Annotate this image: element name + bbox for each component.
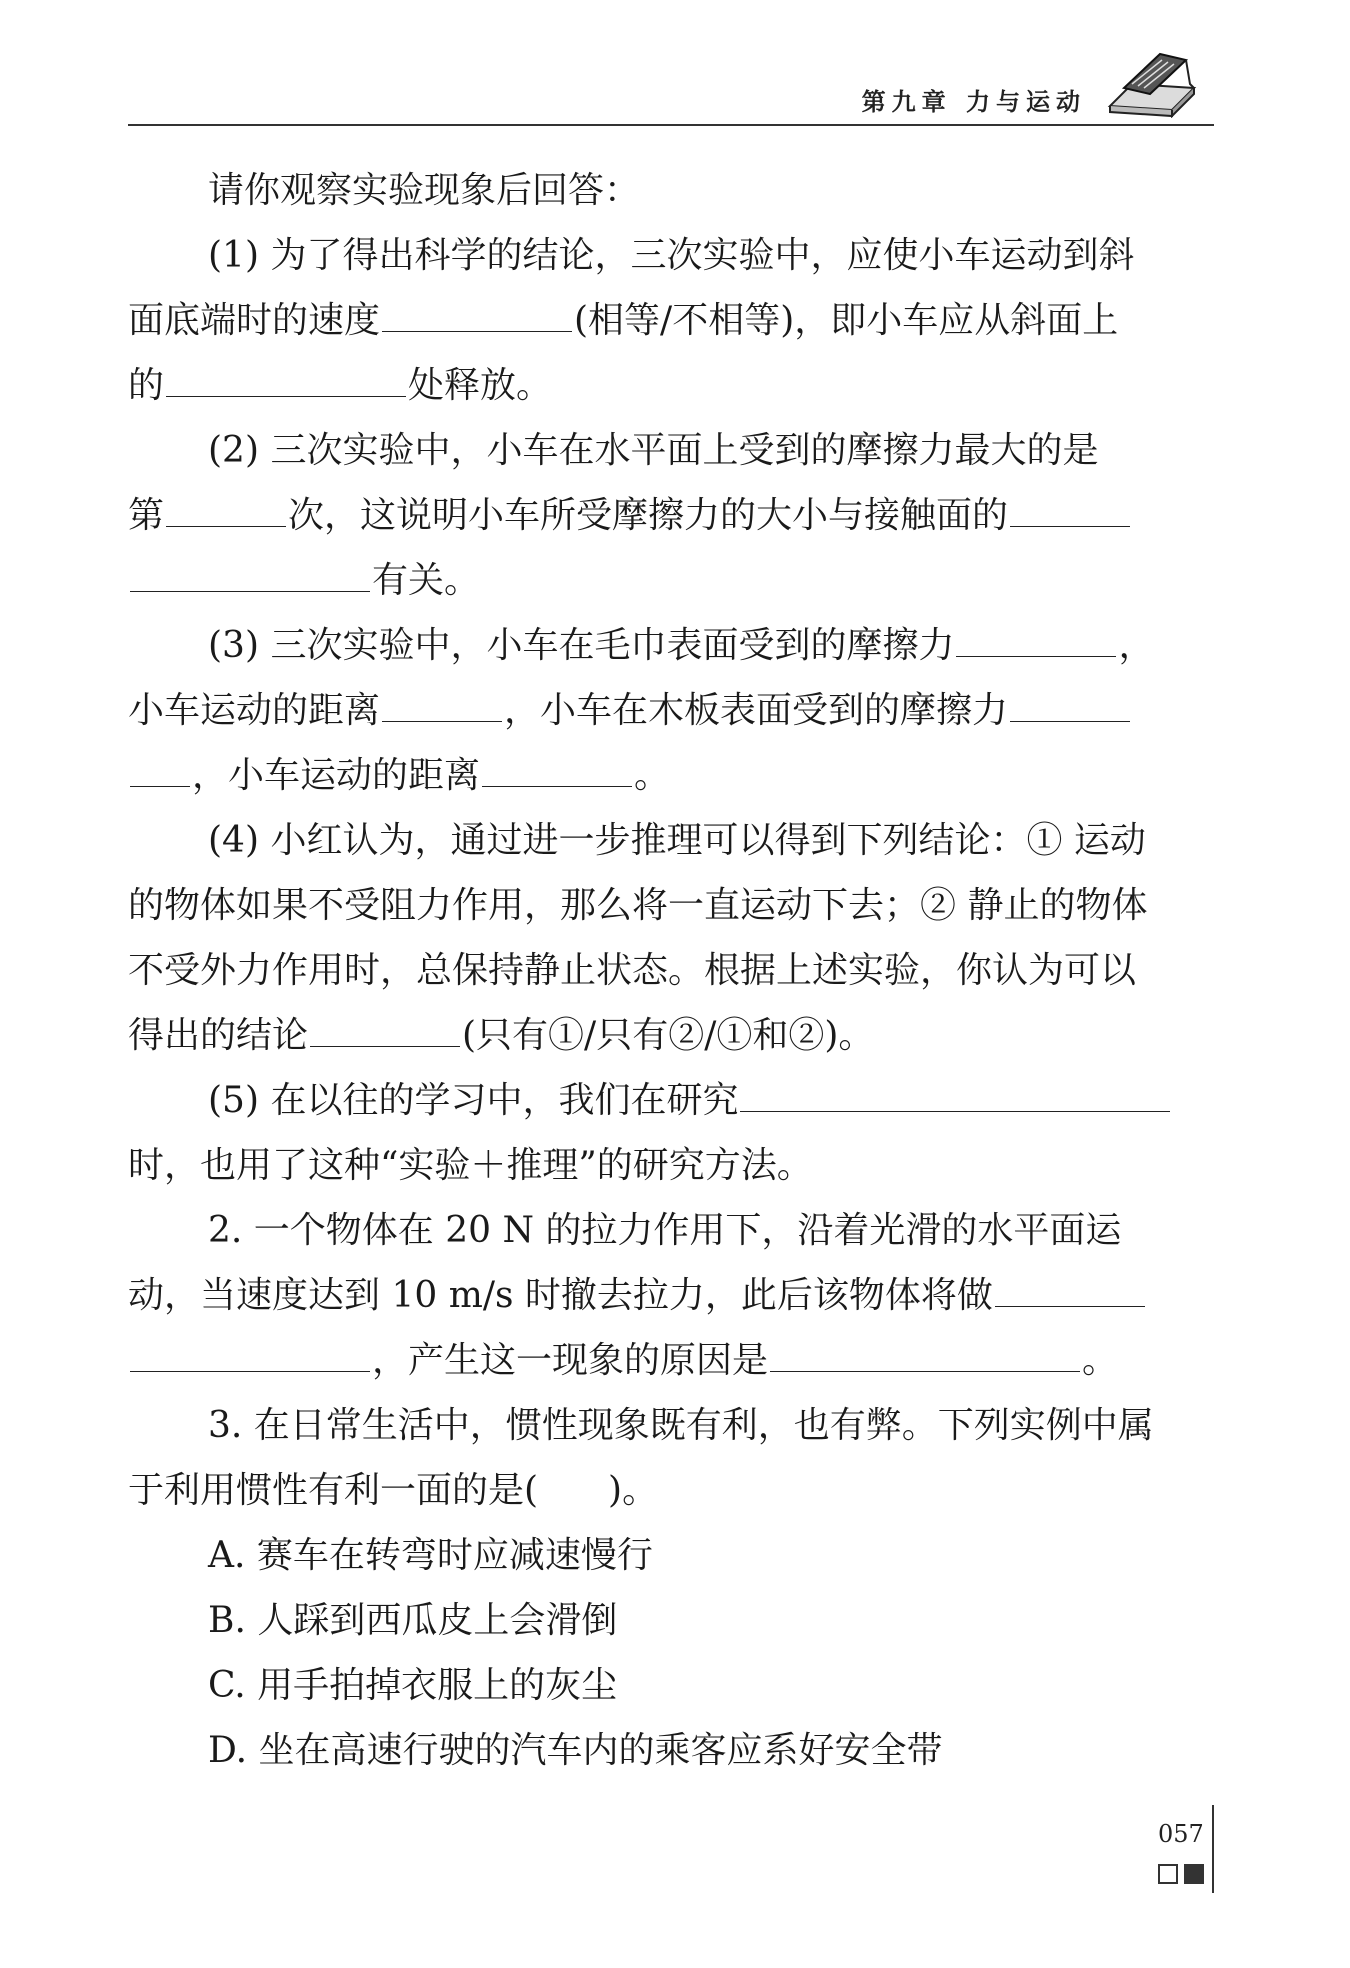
q2-line3: ，产生这一现象的原因是 。 (128, 1328, 1214, 1393)
page-number: 057 (1158, 1820, 1204, 1848)
q1-part1-line3: 的 处释放。 (128, 353, 1214, 418)
answer-blank[interactable] (130, 1333, 370, 1372)
q2-line1: 2. 一个物体在 20 N 的拉力作用下，沿着光滑的水平面运 (208, 1210, 1122, 1251)
book-icon (1102, 48, 1202, 118)
q1-part5-line1: (5) 在以往的学习中，我们在研究 (128, 1068, 1214, 1133)
answer-blank[interactable] (166, 358, 406, 397)
chapter-title: 第九章 力与运动 (861, 88, 1086, 116)
q2-line2: 动，当速度达到 10 m/s 时撤去拉力，此后该物体将做 (128, 1263, 1214, 1328)
answer-blank[interactable] (1010, 683, 1130, 722)
q1-part2-line1: (2) 三次实验中，小车在水平面上受到的摩擦力最大的是 (208, 430, 1099, 471)
q1-part4-line1: (4) 小红认为，通过进一步推理可以得到下列结论：① 运动 (208, 820, 1146, 861)
answer-blank[interactable] (130, 553, 370, 592)
answer-blank[interactable] (382, 293, 572, 332)
question-content (128, 158, 1214, 1783)
page-header (128, 70, 1214, 126)
q1-part4-line3: 不受外力作用时，总保持静止状态。根据上述实验，你认为可以 (128, 950, 1137, 991)
q1-part2-line2: 第 次，这说明小车所受摩擦力的大小与接触面的 (128, 483, 1214, 548)
answer-blank[interactable] (1010, 488, 1130, 527)
option-c[interactable]: C. 用手拍掉衣服上的灰尘 (208, 1665, 618, 1706)
q3-line2: 于利用惯性有利一面的是( )。 (128, 1470, 659, 1511)
option-a[interactable]: A. 赛车在转弯时应减速慢行 (208, 1535, 653, 1576)
empty-square-icon (1158, 1864, 1178, 1884)
answer-blank[interactable] (166, 488, 286, 527)
q1-part3-line3: ，小车运动的距离 。 (128, 743, 1214, 808)
q1-part3-line1: (3) 三次实验中，小车在毛巾表面受到的摩擦力 ， (128, 613, 1214, 678)
answer-blank[interactable] (482, 748, 632, 787)
q3-line1: 3. 在日常生活中，惯性现象既有利，也有弊。下列实例中属 (208, 1405, 1154, 1446)
filled-square-icon (1184, 1864, 1204, 1884)
q1-part1-line2: 面底端时的速度 (相等/不相等)，即小车应从斜面上 (128, 288, 1214, 353)
option-b[interactable]: B. 人踩到西瓜皮上会滑倒 (208, 1600, 618, 1641)
q1-part5-line2: 时，也用了这种“实验＋推理”的研究方法。 (128, 1145, 813, 1186)
q1-part4-line2: 的物体如果不受阻力作用，那么将一直运动下去；② 静止的物体 (128, 885, 1148, 926)
q1-part2-line3: 有关。 (128, 548, 1214, 613)
q1-part4-line4: 得出的结论 (只有①/只有②/①和②)。 (128, 1003, 1214, 1068)
answer-blank[interactable] (770, 1333, 1080, 1372)
q1-intro: 请你观察实验现象后回答： (208, 170, 641, 211)
answer-blank[interactable] (740, 1073, 1170, 1112)
q1-part3-line2: 小车运动的距离 ，小车在木板表面受到的摩擦力 (128, 678, 1214, 743)
answer-blank[interactable] (995, 1268, 1145, 1307)
answer-blank[interactable] (310, 1008, 460, 1047)
q1-part1-line1: (1) 为了得出科学的结论，三次实验中，应使小车运动到斜 (208, 235, 1135, 276)
option-d[interactable]: D. 坐在高速行驶的汽车内的乘客应系好安全带 (208, 1730, 943, 1771)
answer-blank[interactable] (382, 683, 502, 722)
footer-divider (1212, 1805, 1214, 1893)
answer-blank[interactable] (956, 618, 1116, 657)
answer-blank[interactable] (130, 748, 190, 787)
